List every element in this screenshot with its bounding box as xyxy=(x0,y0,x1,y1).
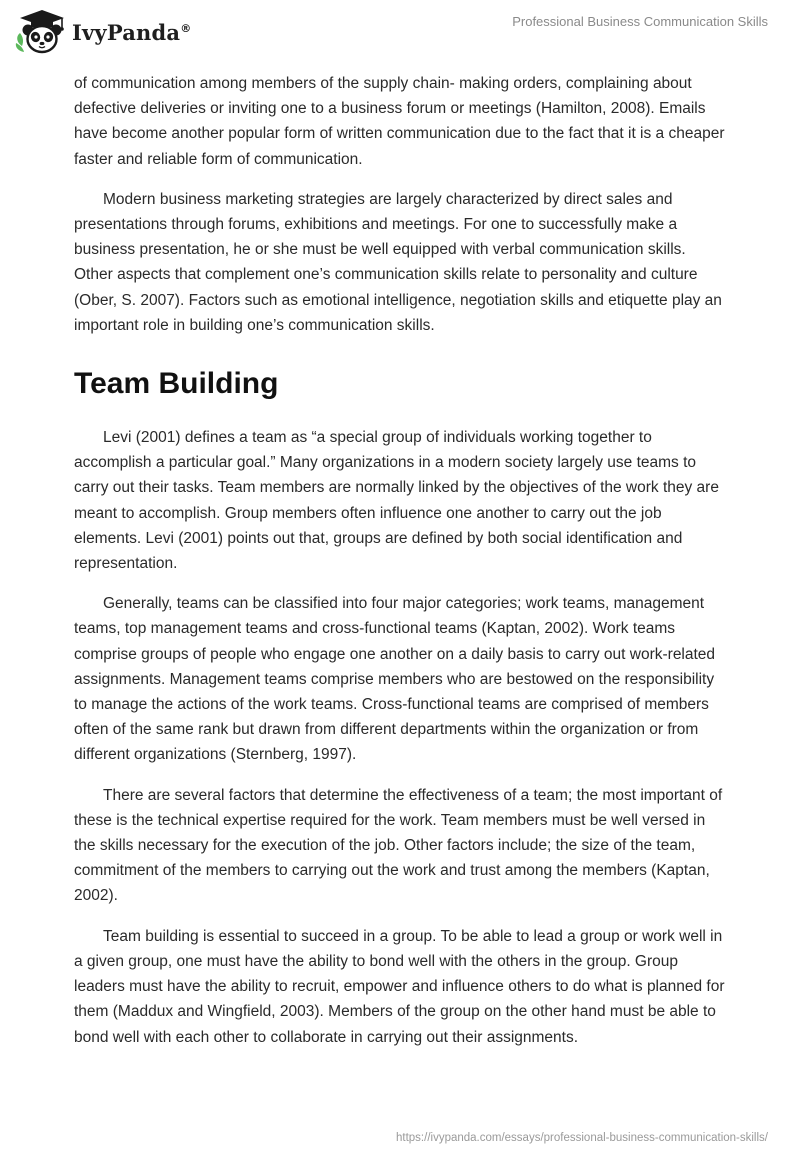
paragraph-6: Team building is essential to succeed in a group. To be able to lead a group or work well in a given group, one must have the ability to bond well with the others in the group. Group leaders must have the ability to recruit, empower and influence others to do what is planned for them (Maddux and Wingfield, 2003). Members of the group on the other hand must be able to bond well with each other to collaborate in carrying out their assignments. xyxy=(74,927,725,1046)
paragraph-1: of communication among members of the supply chain- making orders, complaining about defective deliveries or inviting one to a business forum or meetings (Hamilton, 2008). Emails have become another popular form of written communication due to the fact that it is a cheaper faster and reliable form of communication. xyxy=(74,75,725,168)
panda-graduate-icon xyxy=(14,8,70,56)
registered-mark: ® xyxy=(180,21,192,35)
ivypanda-logo[interactable] xyxy=(14,8,191,56)
paragraph-5: There are several factors that determine the effectiveness of a team; the most important of these is the technical expertise required for the work. Team members must be well versed in the skills necessary for the execution of the job. Other factors include; the size of the team, commitment of the members to carrying out the work and trust among the members (Kaptan, 2002). xyxy=(74,786,723,905)
brand-name xyxy=(72,20,191,45)
paragraph-2: Modern business marketing strategies are largely characterized by direct sales and presentations through forums, exhibitions and meetings. For one to successfully make a business presentation, he or she must be well equipped with verbal communication skills. Other aspects that complement one’s communication skills relate to personality and culture (Ober, S. 2007). Factors such as emotional intelligence, negotiation skills and etiquette play an important role in building one’s communication skills. xyxy=(74,190,722,334)
document-title: Professional Business Communication Skills xyxy=(512,14,768,29)
paragraph-3: Levi (2001) defines a team as “a special group of individuals working together to accomplish a particular goal.” Many organizations in a modern society largely use teams to carry out their tasks. Team members are normally linked by the objectives of the work they are meant to accomplish. Group members often influence one another to carry out the job elements. Levi (2001) points out that, groups are defined by both social identification and representation. xyxy=(74,429,719,573)
brand-name-text: IvyPanda xyxy=(72,19,181,45)
paragraph-4: Generally, teams can be classified into four major categories; work teams, management teams, top management teams and cross-functional teams (Kaptan, 2002). Work teams comprise groups of people who engage one another on a daily basis to carry out work-related assignments. Management teams comprise members who are bestowed on the responsibility to manage the actions of the work teams. Cross-functional teams are comprised of members often of the same rank but drawn from different departments within the organization or from different organizations (Sternberg, 1997). xyxy=(74,595,716,764)
page-header xyxy=(0,0,800,66)
source-url-link[interactable]: https://ivypanda.com/essays/professional-business-communication-skills/ xyxy=(396,1132,768,1144)
section-heading: Team Building xyxy=(74,367,279,401)
essay-body xyxy=(74,71,726,1065)
